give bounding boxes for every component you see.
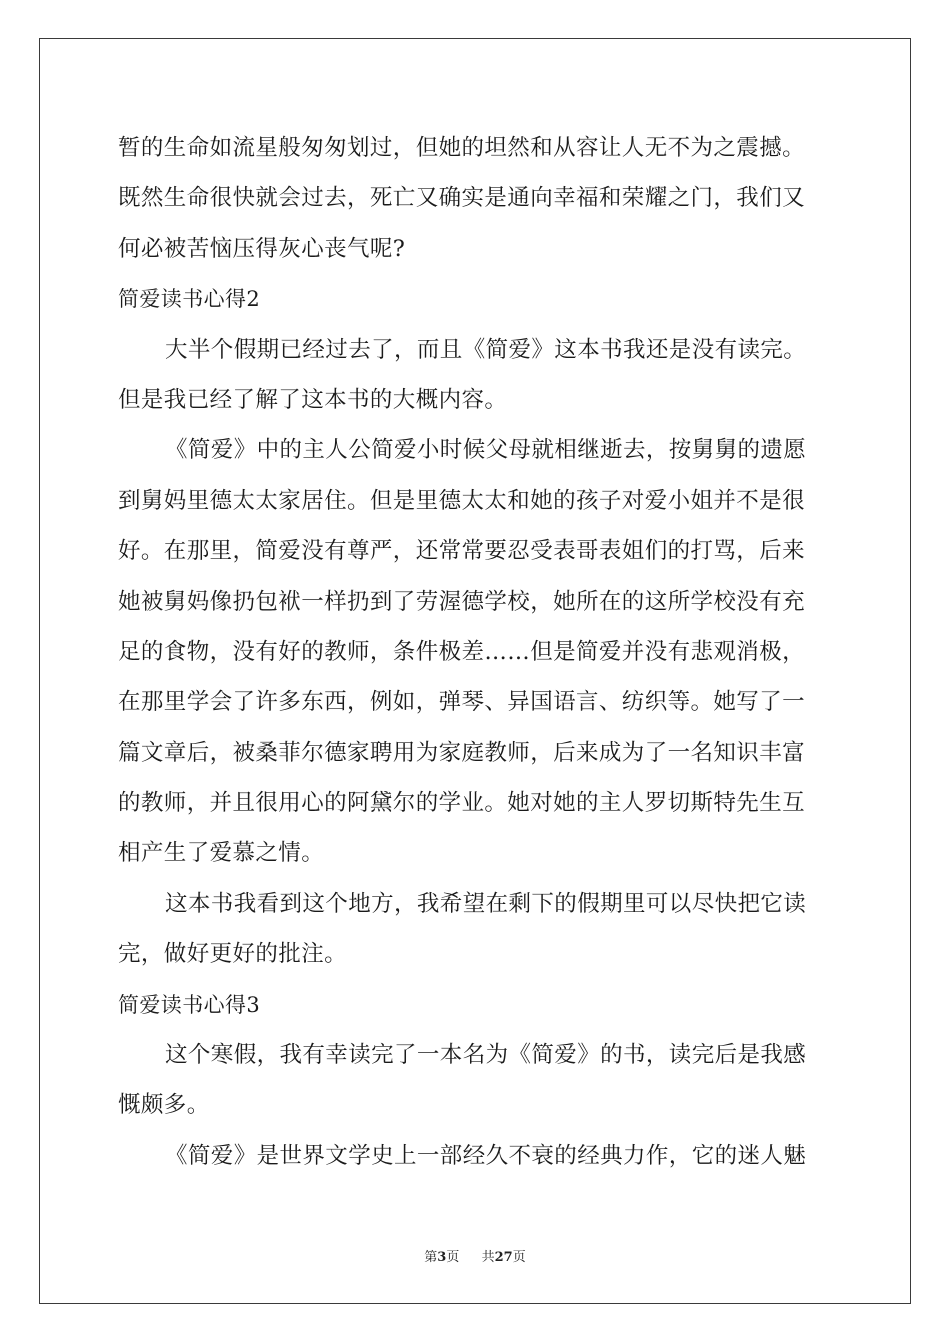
text-line: 既然生命很快就会过去，死亡又确实是通向幸福和荣耀之门，我们又 xyxy=(118,185,806,212)
paragraph-first-line: 《简爱》中的主人公简爱小时候父母就相继逝去，按舅舅的遗愿 xyxy=(165,437,807,464)
footer-page-current: 3 xyxy=(437,1250,447,1265)
paragraph-first-line: 这个寒假，我有幸读完了一本名为《简爱》的书，读完后是我感 xyxy=(165,1042,807,1069)
text-line: 但是我已经了解了这本书的大概内容。 xyxy=(118,386,508,413)
text-line: 在那里学会了许多东西，例如，弹琴、异国语言、纺织等。她写了一 xyxy=(118,689,806,716)
text-line: 到舅妈里德太太家居住。但是里德太太和她的孩子对爱小姐并不是很 xyxy=(118,487,806,514)
paragraph-first-line: 这本书我看到这个地方，我希望在剩下的假期里可以尽快把它读 xyxy=(165,890,807,917)
text-line: 好。在那里，简爱没有尊严，还常常要忍受表哥表姐们的打骂，后来 xyxy=(118,538,806,565)
text-line: 的教师，并且很用心的阿黛尔的学业。她对她的主人罗切斯特先生互 xyxy=(118,790,806,817)
page-footer xyxy=(0,1246,950,1265)
paragraph-first-line: 大半个假期已经过去了，而且《简爱》这本书我还是没有读完。 xyxy=(165,336,807,363)
footer-page-total: 27 xyxy=(494,1250,513,1265)
text-line: 相产生了爱慕之情。 xyxy=(118,840,325,867)
footer-total-suffix: 页 xyxy=(512,1250,526,1265)
text-line: 何必被苦恼压得灰心丧气呢? xyxy=(118,235,406,262)
footer-page-suffix: 页 xyxy=(446,1250,460,1265)
document-body xyxy=(118,123,834,1181)
text-line: 暂的生命如流星般匆匆划过，但她的坦然和从容让人无不为之震撼。 xyxy=(118,135,806,161)
paragraph-first-line: 《简爱》是世界文学史上一部经久不衰的经典力作，它的迷人魅 xyxy=(165,1142,807,1169)
section-heading: 简爱读书心得2 xyxy=(118,287,261,312)
text-line: 慨颇多。 xyxy=(118,1092,210,1119)
section-heading: 简爱读书心得3 xyxy=(118,992,261,1017)
text-line: 完，做好更好的批注。 xyxy=(118,941,348,968)
footer-total-prefix: 共 xyxy=(481,1250,495,1265)
text-line: 她被舅妈像扔包袱一样扔到了劳渥德学校，她所在的这所学校没有充 xyxy=(118,588,806,615)
text-line: 足的食物，没有好的教师，条件极差……但是简爱并没有悲观消极， xyxy=(118,638,806,665)
text-line: 篇文章后，被桑菲尔德家聘用为家庭教师，后来成为了一名知识丰富 xyxy=(118,739,806,766)
footer-page-prefix: 第 xyxy=(424,1250,438,1265)
